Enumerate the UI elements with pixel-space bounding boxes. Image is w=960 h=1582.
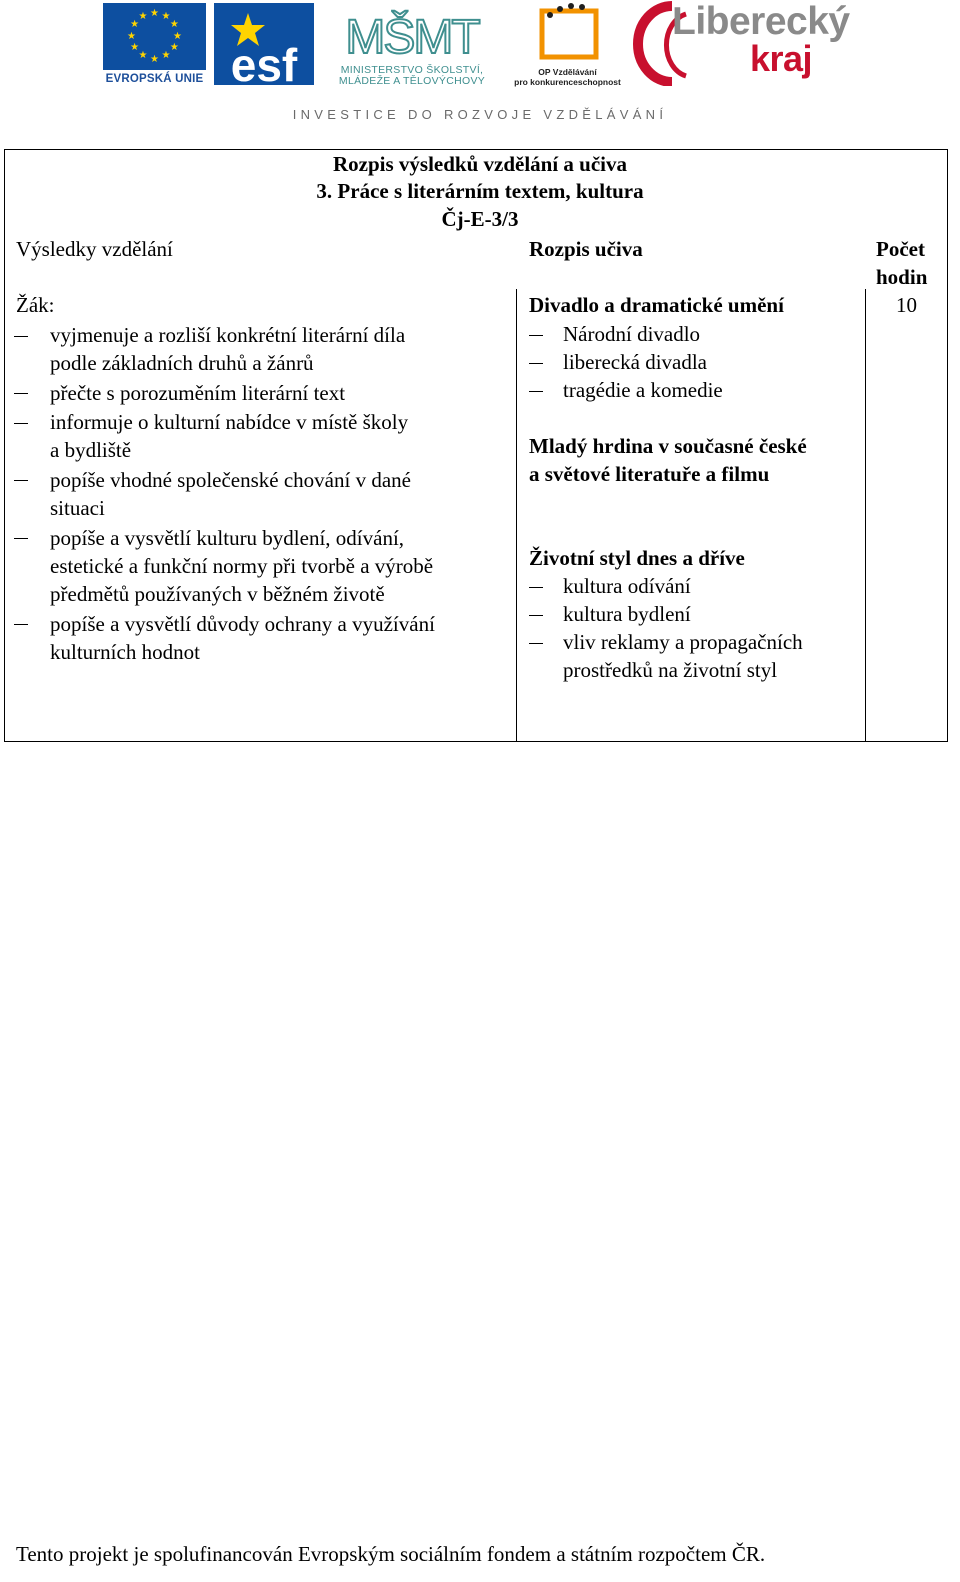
op-caption-line1: OP Vzdělávání (538, 67, 597, 77)
eu-star-icon: ★ (169, 42, 179, 53)
liberecky-kraj-logo (632, 0, 854, 86)
topic-1-item-1: Národní divadlo (563, 322, 701, 346)
curriculum-table (4, 149, 956, 741)
table-title-line2: 3. Práce s literárním textem, kultura (316, 179, 644, 203)
bullet-dash (14, 538, 28, 539)
eu-flag-icon (103, 3, 206, 70)
esf-logo (214, 3, 314, 85)
column-header-curriculum: Rozpis učiva (529, 237, 643, 261)
outcome-6-line1: popíše a vysvětlí důvody ochrany a využívání (50, 612, 435, 636)
msmt-caption-line2: MLÁDEŽE A TĚLOVÝCHOVY (338, 75, 486, 87)
topic-3-item-1: kultura odívání (563, 574, 691, 598)
msmt-caption-line1: MINISTERSTVO ŠKOLSTVÍ, (340, 64, 484, 76)
bullet-dash (14, 393, 28, 394)
outcome-5-line1: popíše a vysvětlí kulturu bydlení, odívání, (50, 526, 405, 550)
bullet-dash (529, 587, 543, 588)
topic-3-item-3-line1: vliv reklamy a propagačních (563, 630, 803, 654)
topic-3-item-2: kultura bydlení (563, 602, 691, 626)
student-label: Žák: (16, 293, 55, 317)
outcome-1-line1: vyjmenuje a rozliší konkrétní literární díla (50, 323, 406, 347)
eu-caption: EVROPSKÁ UNIE (105, 73, 204, 85)
eu-star-icon: ★ (161, 10, 171, 22)
table-title-line1: Rozpis výsledků vzdělání a učiva (332, 152, 628, 176)
topic-2-title-line1: Mladý hrdina v současné české (529, 434, 807, 458)
topic-2-title-line2: a světové literatuře a filmu (529, 462, 770, 486)
msmt-mark: MŠMT (345, 11, 479, 64)
outcome-3-line2: a bydliště (50, 438, 132, 462)
column-divider-1 (516, 289, 517, 741)
bullet-dash (529, 391, 543, 392)
msmt-caption (322, 65, 502, 87)
eu-star-icon: ★ (138, 10, 148, 22)
lk-text-line1: Liberecký (672, 0, 850, 43)
eu-star-icon: ★ (150, 7, 159, 19)
column-header-hours-line2: hodin (876, 265, 928, 289)
eu-star-icon: ★ (127, 30, 136, 42)
esf-text: esf (230, 39, 298, 85)
footer-note: Tento projekt je spolufinancován Evropským sociálním fondem a státním rozpočtem ČR. (16, 1542, 766, 1566)
column-header-hours-line1: Počet (876, 237, 925, 261)
bullet-dash (14, 423, 28, 424)
bullet-dash (14, 480, 28, 481)
outcome-6-line2: kulturních hodnot (50, 640, 200, 664)
op-logo (510, 3, 625, 87)
tagline: INVESTICE DO ROZVOJE VZDĚLÁVÁNÍ (292, 107, 668, 122)
outcome-3-line1: informuje o kulturní nabídce v místě školy (50, 410, 409, 434)
topic-3-item-3-line2: prostředků na životní styl (563, 658, 778, 682)
topic-1-title: Divadlo a dramatické umění (529, 293, 784, 317)
op-mark-icon (510, 3, 625, 65)
eu-star-icon: ★ (173, 30, 182, 42)
esf-mark-icon (214, 3, 314, 85)
eu-star-icon: ★ (161, 50, 171, 62)
op-caption (510, 67, 625, 87)
eu-star-icon: ★ (150, 53, 159, 65)
msmt-mark-icon (322, 3, 502, 65)
outcome-4-line2: situaci (50, 496, 105, 520)
bullet-dash (14, 624, 28, 625)
bullet-dash (529, 363, 543, 364)
lk-text-line2: kraj (750, 38, 813, 79)
eu-star-icon: ★ (138, 50, 148, 62)
eu-logo (103, 3, 206, 89)
msmt-logo (322, 3, 502, 87)
op-caption-line2: pro konkurenceschopnost (514, 77, 621, 87)
eu-star-icon: ★ (130, 19, 140, 30)
bullet-dash (529, 335, 543, 336)
column-divider-2 (865, 289, 866, 741)
outcome-4-line1: popíše vhodné společenské chování v dané (50, 468, 411, 492)
logo-header (0, 0, 960, 130)
column-header-results: Výsledky vzdělání (16, 237, 173, 261)
outcome-2-line1: přečte s porozuměním literární text (50, 381, 346, 405)
eu-star-icon: ★ (169, 19, 179, 30)
topic-1-item-2: liberecká divadla (563, 350, 708, 374)
bullet-dash (529, 615, 543, 616)
bullet-dash (529, 643, 543, 644)
outcome-5-line2: estetické a funkční normy při tvorbě a výrobě (50, 554, 434, 578)
outcome-5-line3: předmětů používaných v běžném životě (50, 582, 385, 606)
hours-value: 10 (896, 293, 917, 317)
eu-star-icon: ★ (130, 42, 140, 53)
topic-3-title: Životní styl dnes a dříve (529, 546, 745, 570)
outcome-1-line2: podle základních druhů a žánrů (50, 351, 314, 375)
bullet-dash (14, 336, 28, 337)
topic-1-item-3: tragédie a komedie (563, 378, 723, 402)
table-title-line3: Čj-E-3/3 (441, 207, 519, 231)
